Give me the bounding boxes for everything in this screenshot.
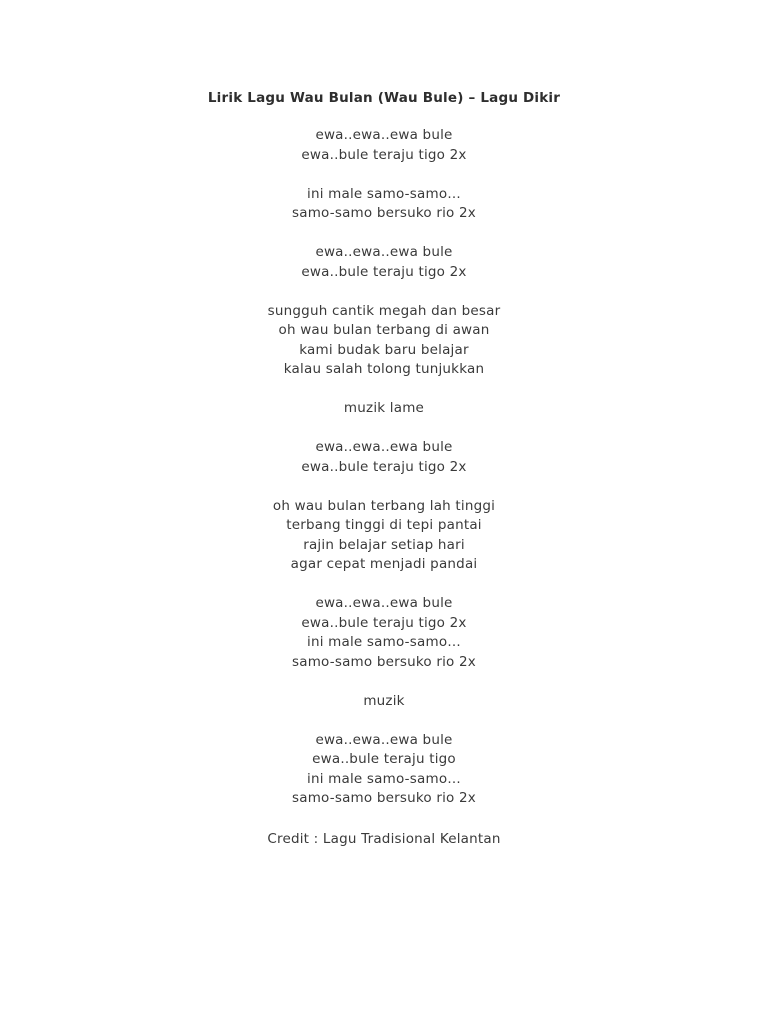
stanza xyxy=(0,126,768,165)
lyric-line: sungguh cantik megah dan besar xyxy=(267,302,501,319)
lyric-line: muzik lame xyxy=(343,400,425,416)
lyric-line: ewa..bule teraju tigo 2x xyxy=(301,614,467,631)
stanza xyxy=(0,731,768,809)
lyric-line: kalau salah tolong tunjukkan xyxy=(283,361,485,377)
credit-line: Credit : Lagu Tradisional Kelantan xyxy=(267,831,501,847)
lyric-line: ewa..bule teraju tigo xyxy=(312,751,456,767)
lyric-line: kami budak baru belajar xyxy=(299,341,469,358)
lyric-line: oh wau bulan terbang di awan xyxy=(278,322,490,338)
lyric-line: oh wau bulan terbang lah tinggi xyxy=(272,497,496,514)
lyric-line: ewa..ewa..ewa bule xyxy=(315,439,453,455)
lyric-line: agar cepat menjadi pandai xyxy=(290,556,478,572)
lyric-line: samo-samo bersuko rio 2x xyxy=(292,790,476,806)
lyric-line: ewa..ewa..ewa bule xyxy=(315,244,453,260)
lyrics-body xyxy=(0,126,768,828)
stanza xyxy=(0,497,768,575)
lyric-line: ewa..bule teraju tigo 2x xyxy=(301,146,467,163)
lyric-line: rajin belajar setiap hari xyxy=(303,536,465,553)
lyric-line: ewa..bule teraju tigo 2x xyxy=(301,263,467,280)
stanza xyxy=(0,692,768,712)
lyric-line: terbang tinggi di tepi pantai xyxy=(286,517,482,533)
page-title: Lirik Lagu Wau Bulan (Wau Bule) – Lagu Dikir xyxy=(207,90,561,106)
stanza xyxy=(0,302,768,380)
stanza xyxy=(0,243,768,282)
stanza xyxy=(0,399,768,419)
lyric-line: ini male samo-samo… xyxy=(307,185,461,202)
lyric-line: ewa..bule teraju tigo 2x xyxy=(301,458,467,475)
lyric-line: ewa..ewa..ewa bule xyxy=(315,731,453,748)
stanza xyxy=(0,594,768,672)
lyric-line: muzik xyxy=(363,692,405,709)
lyric-line: ewa..ewa..ewa bule xyxy=(315,127,453,143)
lyric-line: ewa..ewa..ewa bule xyxy=(315,595,453,611)
lyric-line: samo-samo bersuko rio 2x xyxy=(292,205,476,221)
lyric-line: samo-samo bersuko rio 2x xyxy=(292,653,476,670)
stanza xyxy=(0,438,768,477)
lyric-line: ini male samo-samo… xyxy=(307,770,461,787)
stanza xyxy=(0,185,768,224)
lyric-line: ini male samo-samo… xyxy=(307,634,461,650)
